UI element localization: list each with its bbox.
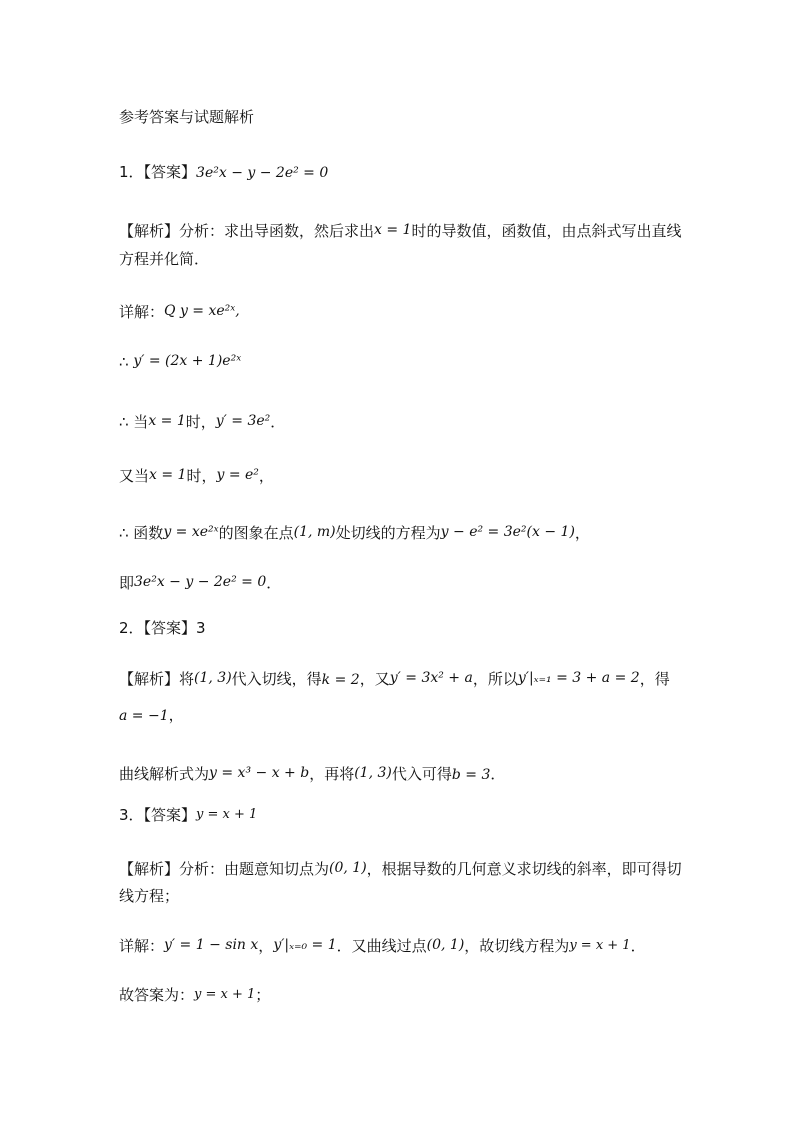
formula: k = 2	[321, 672, 360, 688]
text: 【解析】将	[119, 670, 195, 688]
formula: (0, 1)	[426, 937, 465, 953]
answer-3	[119, 804, 257, 826]
answer-3-value: y = x + 1	[196, 807, 258, 822]
formula: y = x + 1	[194, 987, 256, 1002]
text: ，	[258, 467, 274, 485]
formula: Q y = xe²ˣ,	[164, 303, 240, 319]
answer-1	[119, 161, 328, 184]
text: ，根据导数的几何意义求切线的斜率，即可得切	[366, 860, 682, 878]
text: 代入可得	[391, 765, 452, 783]
text: ，	[574, 524, 590, 542]
text: 时的导数值，函数值，由点斜式写出直线	[411, 222, 682, 240]
text: ，又	[359, 670, 390, 688]
formula: y′ = 1 − sin x	[164, 937, 259, 953]
analysis-1-line-2	[119, 248, 209, 270]
text: ，所以	[472, 670, 518, 688]
text: ∴ 函数	[119, 524, 164, 542]
formula: b = 3	[451, 767, 491, 783]
formula: (1, 3)	[194, 670, 232, 686]
answer-2	[119, 617, 206, 639]
text: 代入切线，得	[231, 670, 322, 688]
answer-2-label: 2．【答案】	[119, 619, 197, 637]
text: ，故切线方程为	[464, 937, 570, 955]
text: 处切线的方程为	[335, 524, 441, 542]
formula: y − e² = 3e²(x − 1)	[440, 524, 575, 540]
formula: y = e²	[216, 467, 259, 483]
answer-2-value: 3	[196, 619, 206, 637]
formula: y = xe²ˣ	[163, 524, 219, 540]
text: 又当	[119, 467, 150, 485]
text: ，再将	[309, 765, 355, 783]
text: 时，	[186, 467, 217, 485]
analysis-1-line-5	[119, 410, 285, 433]
text: 详解：	[119, 303, 165, 321]
formula: (0, 1)	[329, 860, 367, 876]
formula: y′ = (2x + 1)e²ˣ	[133, 353, 242, 369]
formula: y = x³ − x + b	[209, 765, 310, 781]
text: ．	[270, 413, 286, 431]
text: ∴ 当	[119, 413, 149, 431]
formula: y′ = 3e²	[215, 413, 271, 429]
text: ，得	[639, 670, 670, 688]
text: 线方程；	[119, 887, 180, 905]
analysis-2-line-3	[119, 762, 505, 786]
analysis-1-line-8	[119, 571, 281, 594]
text: ．	[630, 937, 646, 955]
text: 方程并化简．	[119, 250, 210, 268]
formula: y = x + 1	[569, 938, 631, 953]
analysis-3-line-3	[119, 934, 646, 957]
text: 即	[119, 574, 135, 592]
text: 时，	[185, 413, 216, 431]
text: ∴	[119, 353, 134, 371]
text: ．	[266, 574, 282, 592]
text: 的图象在点	[218, 524, 294, 542]
formula: x = 1	[148, 413, 186, 429]
analysis-3-line-4	[119, 984, 270, 1006]
text: ．又曲线过点	[336, 937, 427, 955]
analysis-2-line-2	[119, 704, 184, 727]
text: ；	[255, 986, 271, 1004]
text: 【解析】分析：由题意知切点为	[119, 860, 330, 878]
analysis-1-line-3	[119, 300, 240, 323]
text: ．	[490, 765, 506, 783]
formula: y′|ₓ₌₁ = 3 + a = 2	[517, 670, 640, 686]
text: ，	[258, 937, 274, 955]
document-title	[119, 106, 254, 128]
text: 故答案为：	[119, 986, 195, 1004]
analysis-1-line-7	[119, 521, 590, 544]
analysis-3-line-1	[119, 857, 682, 880]
answer-3-label: 3．【答案】	[119, 806, 197, 824]
text: 【解析】分析：求出导函数，然后求出	[119, 222, 375, 240]
formula: x = 1	[374, 222, 412, 238]
formula: x = 1	[149, 467, 187, 483]
analysis-1-line-1	[119, 219, 681, 242]
formula: a = −1	[119, 708, 169, 724]
formula: y′ = 3x² + a	[389, 670, 473, 686]
text: 曲线解析式为	[119, 765, 210, 783]
formula: (1, m)	[293, 524, 336, 540]
text: 详解：	[119, 937, 165, 955]
analysis-1-line-6	[119, 464, 274, 487]
analysis-2-line-1	[119, 667, 670, 691]
analysis-1-line-4	[119, 350, 241, 373]
answer-1-label: 1．【答案】	[119, 163, 197, 181]
formula: 3e²x − y − 2e² = 0	[134, 574, 267, 590]
text: ，	[168, 706, 184, 724]
analysis-3-line-2	[119, 885, 179, 907]
formula: y′|ₓ₌₀ = 1	[273, 937, 337, 953]
formula: (1, 3)	[354, 765, 392, 781]
answer-1-value: 3e²x − y − 2e² = 0	[196, 165, 329, 181]
title-text: 参考答案与试题解析	[119, 108, 255, 126]
